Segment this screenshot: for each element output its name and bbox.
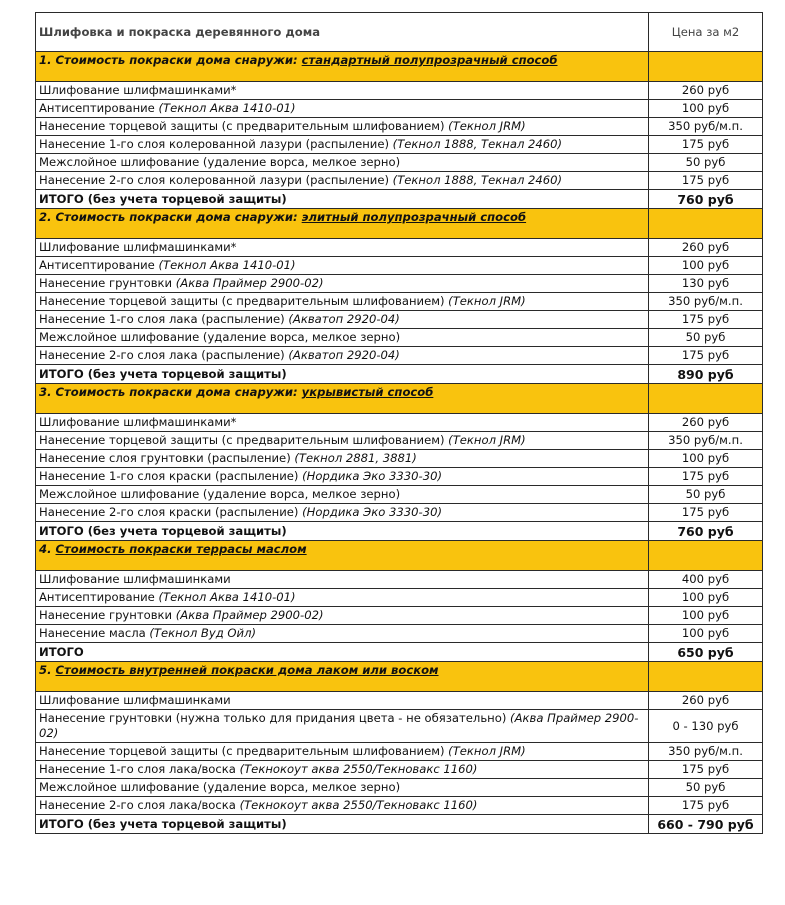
section-price-cell (649, 541, 763, 571)
total-label: ИТОГО (без учета торцевой защиты) (36, 522, 649, 541)
table-row (36, 468, 763, 486)
service-name: Нанесение 2-го слоя колерованной лазури (распыление) (39, 173, 393, 187)
service-price: 260 руб (649, 692, 763, 710)
table-row (36, 710, 763, 743)
service-name-cell (36, 172, 649, 190)
section-title (36, 662, 649, 692)
service-name: Нанесение торцевой защиты (с предварительным шлифованием) (39, 294, 449, 308)
service-name: Нанесение 1-го слоя лака (распыление) (39, 312, 289, 326)
table-row (36, 589, 763, 607)
service-name: Межслойное шлифование (удаление ворса, мелкое зерно) (39, 330, 401, 344)
total-price: 650 руб (649, 643, 763, 662)
product-name: (Нордика Эко 3330-30) (302, 469, 442, 483)
product-name: (Текнол Аква 1410-01) (158, 258, 296, 272)
service-name: Межслойное шлифование (удаление ворса, мелкое зерно) (39, 155, 401, 169)
service-name-cell (36, 293, 649, 311)
product-name: (Текнол 1888, Текнал 2460) (392, 137, 563, 151)
service-name: Нанесение 1-го слоя лака/воска (39, 762, 240, 776)
table-row (36, 275, 763, 293)
service-name: Антисептирование (39, 101, 159, 115)
service-price: 260 руб (649, 239, 763, 257)
table-title: Шлифовка и покраска деревянного дома (36, 13, 649, 52)
service-price: 175 руб (649, 761, 763, 779)
product-name: (Текнол 1888, Текнал 2460) (392, 173, 563, 187)
service-name-cell (36, 779, 649, 797)
service-name: Нанесение 1-го слоя краски (распыление) (39, 469, 303, 483)
service-name: Нанесение 2-го слоя лака/воска (39, 798, 240, 812)
service-name: Нанесение торцевой защиты (с предварительным шлифованием) (39, 119, 449, 133)
service-name: Шлифование шлифмашинками (39, 693, 231, 707)
table-row (36, 100, 763, 118)
table-row (36, 432, 763, 450)
section-header-row (36, 541, 763, 571)
service-price: 350 руб/м.п. (649, 118, 763, 136)
section-header-row (36, 662, 763, 692)
table-row (36, 154, 763, 172)
section-title-link[interactable]: Стоимость внутренней покраски дома лаком или воском (55, 663, 439, 677)
total-price: 760 руб (649, 190, 763, 209)
product-name: (Текнол Аква 1410-01) (158, 101, 296, 115)
section-price-cell (649, 662, 763, 692)
product-name: (Аква Праймер 2900-02) (39, 711, 639, 740)
section-title-link[interactable]: стандартный полупрозрачный способ (301, 53, 558, 67)
table-row (36, 414, 763, 432)
section-title-link[interactable]: укрывистый способ (301, 385, 434, 399)
service-price: 260 руб (649, 414, 763, 432)
total-price: 760 руб (649, 522, 763, 541)
service-name: Нанесение 2-го слоя краски (распыление) (39, 505, 303, 519)
section-title-prefix: 1. Стоимость покраски дома снаружи: (39, 53, 302, 67)
service-name-cell (36, 275, 649, 293)
total-row (36, 522, 763, 541)
service-name-cell (36, 329, 649, 347)
service-price: 350 руб/м.п. (649, 293, 763, 311)
service-price: 100 руб (649, 607, 763, 625)
service-price: 175 руб (649, 468, 763, 486)
service-name: Нанесение 2-го слоя лака (распыление) (39, 348, 289, 362)
service-name: Антисептирование (39, 590, 159, 604)
service-name: Антисептирование (39, 258, 159, 272)
table-row (36, 486, 763, 504)
service-name-cell (36, 710, 649, 743)
price-table-body (36, 13, 763, 834)
table-row (36, 347, 763, 365)
service-price: 175 руб (649, 347, 763, 365)
product-name: (Текнол JRM) (448, 294, 526, 308)
section-title (36, 209, 649, 239)
service-name-cell (36, 414, 649, 432)
service-name-cell (36, 607, 649, 625)
product-name: (Текнокоут аква 2550/Текновакс 1160) (239, 762, 478, 776)
service-name-cell (36, 797, 649, 815)
service-name-cell (36, 432, 649, 450)
service-price: 50 руб (649, 779, 763, 797)
service-name-cell (36, 239, 649, 257)
table-row (36, 450, 763, 468)
section-title-prefix: 5. (39, 663, 56, 677)
product-name: (Текнол Вуд Ойл) (149, 626, 257, 640)
table-row (36, 239, 763, 257)
section-title (36, 384, 649, 414)
service-name: Шлифование шлифмашинками* (39, 415, 237, 429)
product-name: (Текнол 2881, 3881) (294, 451, 417, 465)
section-header-row (36, 384, 763, 414)
service-name-cell (36, 625, 649, 643)
service-price: 175 руб (649, 504, 763, 522)
product-name: (Текнол JRM) (448, 744, 526, 758)
table-row (36, 571, 763, 589)
total-label: ИТОГО (без учета торцевой защиты) (36, 365, 649, 384)
section-price-cell (649, 209, 763, 239)
table-row (36, 625, 763, 643)
total-price: 660 - 790 руб (649, 815, 763, 834)
service-price: 260 руб (649, 82, 763, 100)
table-row (36, 607, 763, 625)
table-row (36, 257, 763, 275)
table-row (36, 692, 763, 710)
total-label: ИТОГО (без учета торцевой защиты) (36, 190, 649, 209)
service-name: Шлифование шлифмашинками (39, 572, 231, 586)
service-name-cell (36, 257, 649, 275)
table-row (36, 761, 763, 779)
section-title-link[interactable]: Стоимость покраски террасы маслом (55, 542, 307, 556)
product-name: (Акватоп 2920-04) (288, 312, 400, 326)
service-name: Нанесение 1-го слоя колерованной лазури (распыление) (39, 137, 393, 151)
table-row (36, 504, 763, 522)
section-header-row (36, 209, 763, 239)
table-row (36, 797, 763, 815)
product-name: (Текнол JRM) (448, 433, 526, 447)
product-name: (Акватоп 2920-04) (288, 348, 400, 362)
product-name: (Аква Праймер 2900-02) (175, 276, 324, 290)
section-title-prefix: 4. (39, 542, 56, 556)
section-title (36, 52, 649, 82)
total-row (36, 815, 763, 834)
service-name: Шлифование шлифмашинками* (39, 240, 237, 254)
service-name-cell (36, 589, 649, 607)
price-column-header: Цена за м2 (649, 13, 763, 52)
table-row (36, 779, 763, 797)
service-name: Нанесение торцевой защиты (с предварительным шлифованием) (39, 433, 449, 447)
service-name-cell (36, 82, 649, 100)
service-price: 100 руб (649, 257, 763, 275)
total-row (36, 190, 763, 209)
total-label: ИТОГО (без учета торцевой защиты) (36, 815, 649, 834)
product-name: (Текнол JRM) (448, 119, 526, 133)
section-title (36, 541, 649, 571)
product-name: (Текнол Аква 1410-01) (158, 590, 296, 604)
product-name: (Нордика Эко 3330-30) (302, 505, 442, 519)
service-price: 50 руб (649, 486, 763, 504)
service-price: 400 руб (649, 571, 763, 589)
table-row (36, 293, 763, 311)
service-name-cell (36, 450, 649, 468)
table-row (36, 329, 763, 347)
table-row (36, 136, 763, 154)
service-name: Нанесение масла (39, 626, 150, 640)
total-row (36, 643, 763, 662)
service-price: 130 руб (649, 275, 763, 293)
service-name: Нанесение слоя грунтовки (распыление) (39, 451, 295, 465)
service-name-cell (36, 743, 649, 761)
table-row (36, 311, 763, 329)
section-title-link[interactable]: элитный полупрозрачный способ (301, 210, 527, 224)
service-name-cell (36, 486, 649, 504)
service-price: 100 руб (649, 625, 763, 643)
section-title-prefix: 3. Стоимость покраски дома снаружи: (39, 385, 302, 399)
section-header-row (36, 52, 763, 82)
service-price: 100 руб (649, 100, 763, 118)
section-price-cell (649, 384, 763, 414)
total-price: 890 руб (649, 365, 763, 384)
service-price: 175 руб (649, 172, 763, 190)
service-price: 50 руб (649, 154, 763, 172)
service-name: Нанесение грунтовки (39, 276, 176, 290)
service-price: 100 руб (649, 450, 763, 468)
price-table (35, 12, 763, 834)
service-price: 100 руб (649, 589, 763, 607)
product-name: (Текнокоут аква 2550/Текновакс 1160) (239, 798, 478, 812)
service-price: 175 руб (649, 797, 763, 815)
service-name-cell (36, 311, 649, 329)
service-name: Нанесение грунтовки (нужна только для придания цвета - не обязательно) (39, 711, 511, 725)
service-name-cell (36, 468, 649, 486)
service-name-cell (36, 154, 649, 172)
service-price: 175 руб (649, 136, 763, 154)
service-name-cell (36, 571, 649, 589)
service-name-cell (36, 136, 649, 154)
service-name-cell (36, 100, 649, 118)
service-name-cell (36, 504, 649, 522)
service-price: 50 руб (649, 329, 763, 347)
service-price: 0 - 130 руб (649, 710, 763, 743)
table-row (36, 172, 763, 190)
service-price: 350 руб/м.п. (649, 743, 763, 761)
service-name-cell (36, 761, 649, 779)
service-name-cell (36, 692, 649, 710)
table-header-row (36, 13, 763, 52)
product-name: (Аква Праймер 2900-02) (175, 608, 324, 622)
service-name: Межслойное шлифование (удаление ворса, мелкое зерно) (39, 780, 401, 794)
table-row (36, 118, 763, 136)
service-name: Межслойное шлифование (удаление ворса, мелкое зерно) (39, 487, 401, 501)
table-row (36, 82, 763, 100)
service-price: 350 руб/м.п. (649, 432, 763, 450)
section-title-prefix: 2. Стоимость покраски дома снаружи: (39, 210, 302, 224)
service-price: 175 руб (649, 311, 763, 329)
service-name: Нанесение грунтовки (39, 608, 176, 622)
service-name-cell (36, 118, 649, 136)
service-name: Нанесение торцевой защиты (с предварительным шлифованием) (39, 744, 449, 758)
table-row (36, 743, 763, 761)
service-name-cell (36, 347, 649, 365)
section-price-cell (649, 52, 763, 82)
total-row (36, 365, 763, 384)
total-label: ИТОГО (36, 643, 649, 662)
service-name: Шлифование шлифмашинками* (39, 83, 237, 97)
